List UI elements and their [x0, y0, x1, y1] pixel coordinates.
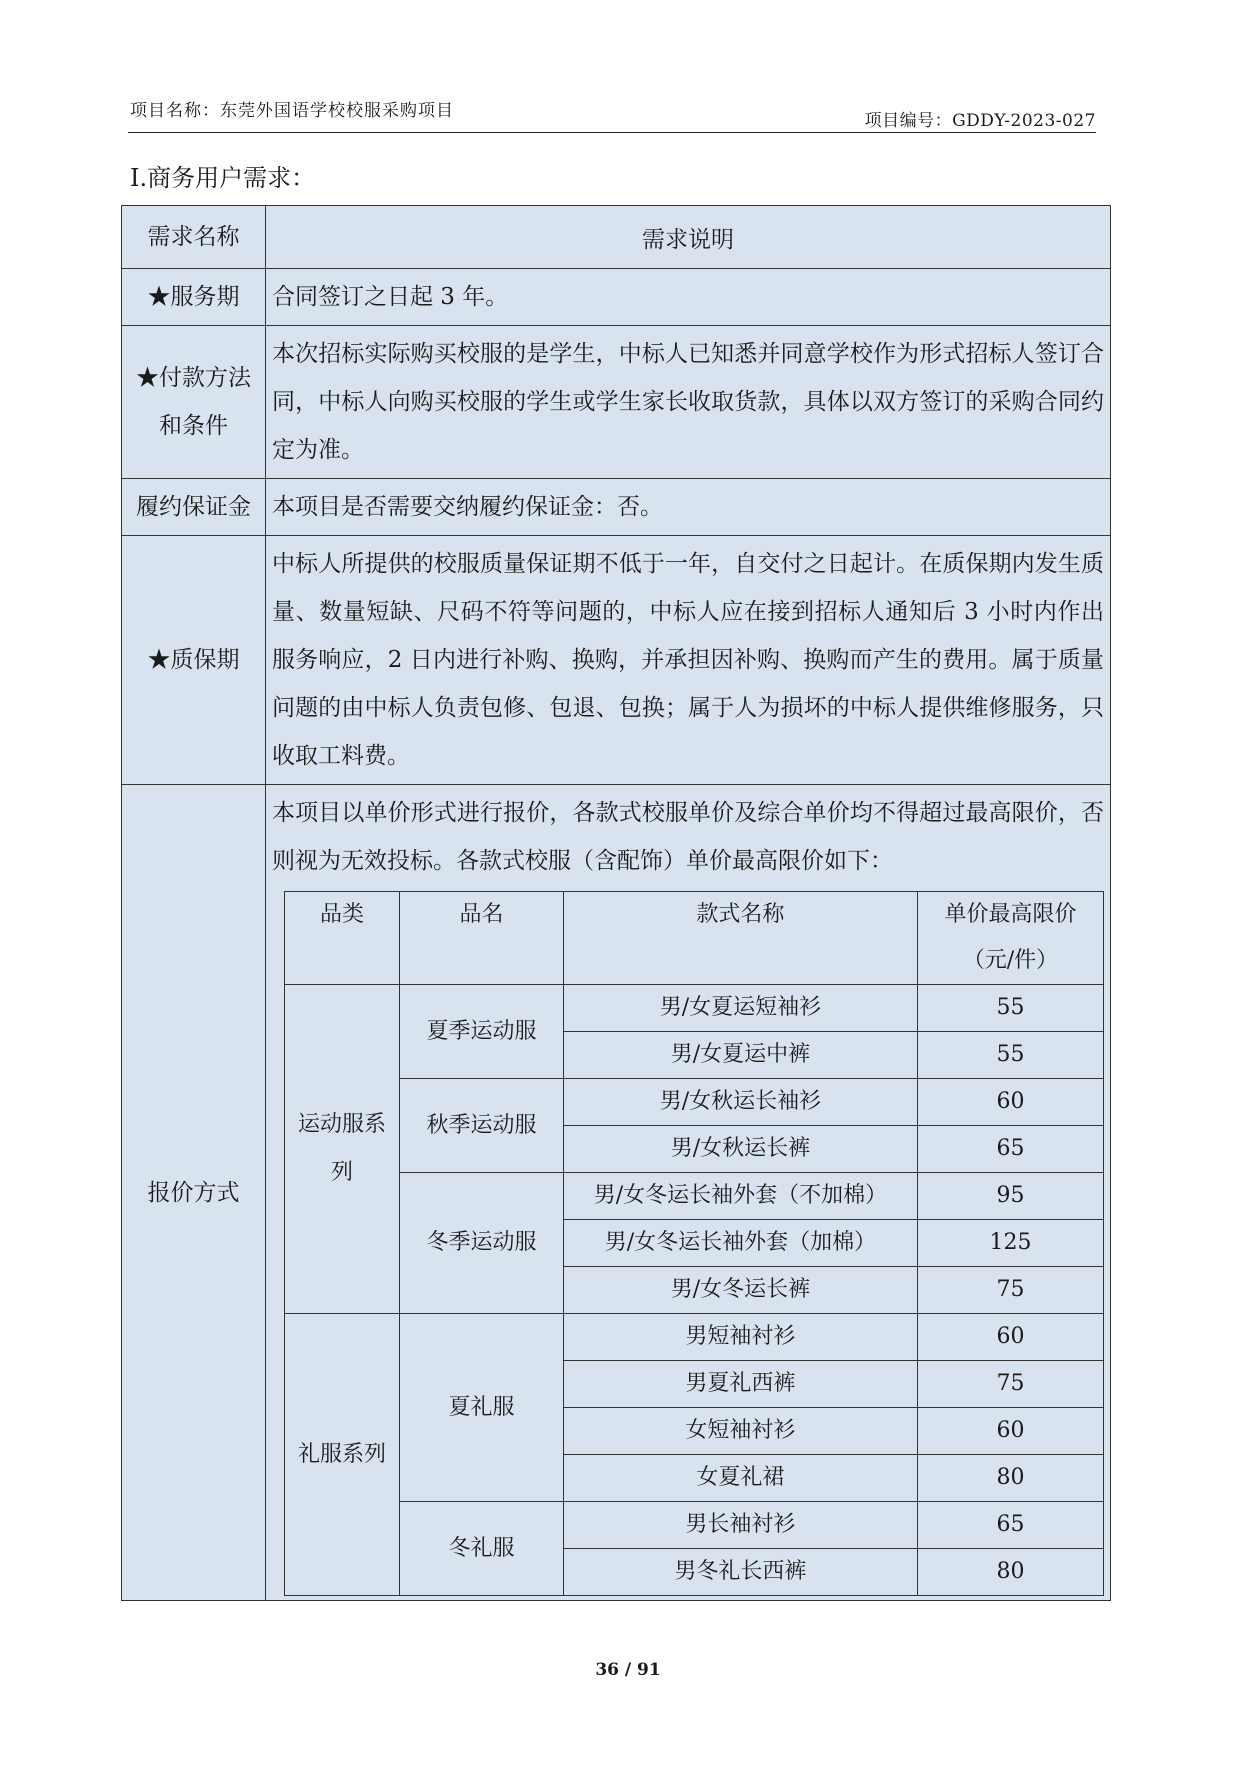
style-name: 男/女冬运长袖外套（加棉） [563, 1220, 917, 1267]
table-row [122, 269, 1111, 326]
requirement-name: 报价方式 [122, 785, 266, 1601]
style-name: 女短袖衬衫 [563, 1408, 917, 1455]
price-limit: 65 [917, 1502, 1103, 1549]
group-winter-formal: 冬礼服 [400, 1502, 564, 1596]
header-project-code: 项目编号：GDDY-2023-027 [864, 111, 1096, 131]
table-row [122, 785, 1111, 1601]
price-limit: 95 [917, 1173, 1103, 1220]
category-sportswear: 运动服系列 [285, 985, 400, 1314]
style-name: 男长袖衬衫 [563, 1502, 917, 1549]
price-header-style: 款式名称 [563, 892, 917, 985]
style-name: 男/女秋运长裤 [563, 1126, 917, 1173]
table-row [122, 326, 1111, 479]
price-header-category: 品类 [285, 892, 400, 985]
price-limit: 80 [917, 1455, 1103, 1502]
price-limit-table [284, 891, 1104, 1596]
requirement-desc: 合同签订之日起 3 年。 [266, 269, 1111, 326]
category-formalwear: 礼服系列 [285, 1314, 400, 1596]
requirement-name: ★付款方法和条件 [122, 326, 266, 479]
requirement-name: 履约保证金 [122, 479, 266, 536]
price-row [285, 1314, 1104, 1361]
business-requirements-table [121, 205, 1111, 1601]
group-summer-formal: 夏礼服 [400, 1314, 564, 1502]
price-header-limit: 单价最高限价（元/件） [917, 892, 1103, 985]
col-header-name: 需求名称 [122, 206, 266, 269]
style-name: 男夏礼西裤 [563, 1361, 917, 1408]
style-name: 男/女冬运长袖外套（不加棉） [563, 1173, 917, 1220]
style-name: 男短袖衬衫 [563, 1314, 917, 1361]
price-limit: 60 [917, 1079, 1103, 1126]
price-table-header-row [285, 892, 1104, 985]
style-name: 男/女夏运中裤 [563, 1032, 917, 1079]
price-limit: 55 [917, 985, 1103, 1032]
section-title: Ⅰ.商务用户需求： [130, 164, 316, 192]
table-header-row [122, 206, 1111, 269]
requirement-name: ★质保期 [122, 536, 266, 785]
requirement-desc: 本项目是否需要交纳履约保证金：否。 [266, 479, 1111, 536]
requirement-desc: 本次招标实际购买校服的是学生，中标人已知悉并同意学校作为形式招标人签订合同，中标人向购买校服的学生或学生家长收取货款，具体以双方签订的采购合同约定为准。 [266, 326, 1111, 479]
requirement-desc: 中标人所提供的校服质量保证期不低于一年，自交付之日起计。在质保期内发生质量、数量短缺、尺码不符等问题的，中标人应在接到招标人通知后 3 小时内作出服务响应，2 日内进行补购、换购，并承担因补购、换购而产生的费用。属于质量问题的由中标人负责包修、包退、包换；属于人为损坏的中标人提供维修服务，只收取工料费。 [266, 536, 1111, 785]
price-limit: 60 [917, 1408, 1103, 1455]
style-name: 男/女秋运长袖衫 [563, 1079, 917, 1126]
group-autumn-sport: 秋季运动服 [400, 1079, 564, 1173]
price-limit: 65 [917, 1126, 1103, 1173]
page-number: 36 / 91 [595, 1660, 661, 1680]
price-row [285, 1173, 1104, 1220]
header-divider [128, 132, 1096, 133]
price-limit: 125 [917, 1220, 1103, 1267]
requirement-desc-cell [266, 785, 1111, 1601]
group-summer-sport: 夏季运动服 [400, 985, 564, 1079]
header-project-name: 项目名称：东莞外国语学校校服采购项目 [130, 101, 454, 121]
price-header-item: 品名 [400, 892, 564, 985]
price-limit: 80 [917, 1549, 1103, 1596]
style-name: 男/女冬运长裤 [563, 1267, 917, 1314]
price-limit: 75 [917, 1267, 1103, 1314]
style-name: 男/女夏运短袖衫 [563, 985, 917, 1032]
price-row [285, 985, 1104, 1032]
group-winter-sport: 冬季运动服 [400, 1173, 564, 1314]
price-limit: 75 [917, 1361, 1103, 1408]
col-header-desc: 需求说明 [266, 206, 1111, 269]
price-limit: 55 [917, 1032, 1103, 1079]
table-row [122, 479, 1111, 536]
requirement-desc: 本项目以单价形式进行报价，各款式校服单价及综合单价均不得超过最高限价，否则视为无效投标。各款式校服（含配饰）单价最高限价如下： [272, 800, 1104, 874]
table-row [122, 536, 1111, 785]
price-row [285, 1079, 1104, 1126]
price-row [285, 1502, 1104, 1549]
style-name: 男冬礼长西裤 [563, 1549, 917, 1596]
requirement-name: ★服务期 [122, 269, 266, 326]
price-limit: 60 [917, 1314, 1103, 1361]
style-name: 女夏礼裙 [563, 1455, 917, 1502]
